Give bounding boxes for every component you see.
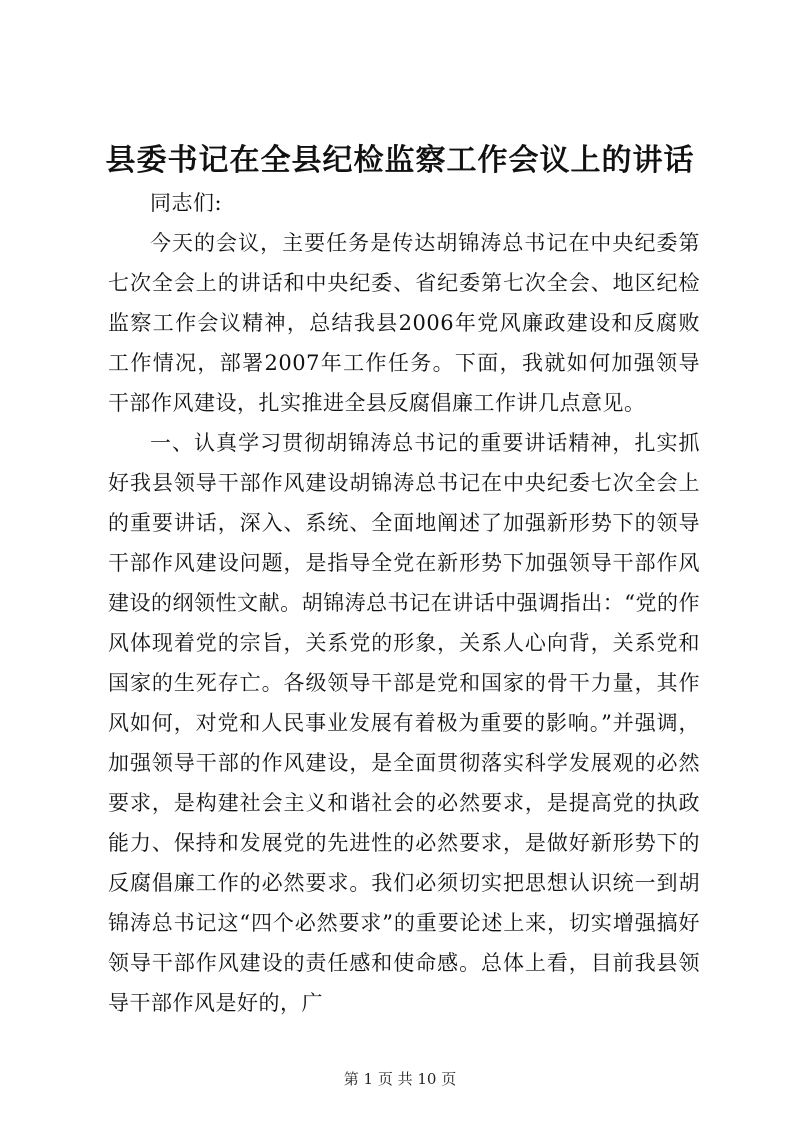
- greeting: 同志们:: [150, 191, 223, 215]
- document-body: [108, 183, 700, 1023]
- paragraph-1: 今天的会议，主要任务是传达胡锦涛总书记在中央纪委第七次全会上的讲话和中央纪委、省纪委第七次全会、地区纪检监察工作会议精神，总结我县2006年党风廉政建设和反腐败工作情况，部署2007年工作任务。下面，我就如何加强领导干部作风建设，扎实推进全县反腐倡廉工作讲几点意见。: [108, 231, 700, 415]
- page-number-footer: 第 1 页 共 10 页: [343, 1070, 457, 1088]
- paragraph-2: 一、认真学习贯彻胡锦涛总书记的重要讲话精神，扎实抓好我县领导干部作风建设胡锦涛总书记在中央纪委七次全会上的重要讲话，深入、系统、全面地阐述了加强新形势下的领导干部作风建设问题，是指导全党在新形势下加强领导干部作风建设的纲领性文献。胡锦涛总书记在讲话中强调指出：“党的作风体现着党的宗旨，关系党的形象，关系人心向背，关系党和国家的生死存亡。各级领导干部是党和国家的骨干力量，其作风如何，对党和人民事业发展有着极为重要的影响。”并强调，加强领导干部的作风建设，是全面贯彻落实科学发展观的必然要求，是构建社会主义和谐社会的必然要求，是提高党的执政能力、保持和发展党的先进性的必然要求，是做好新形势下的反腐倡廉工作的必然要求。我们必须切实把思想认识统一到胡锦涛总书记这“四个必然要求”的重要论述上来，切实增强搞好领导干部作风建设的责任感和使命感。总体上看，目前我县领导干部作风是好的，广: [108, 431, 700, 1015]
- document-title: 县委书记在全县纪检监察工作会议上的讲话: [105, 143, 695, 178]
